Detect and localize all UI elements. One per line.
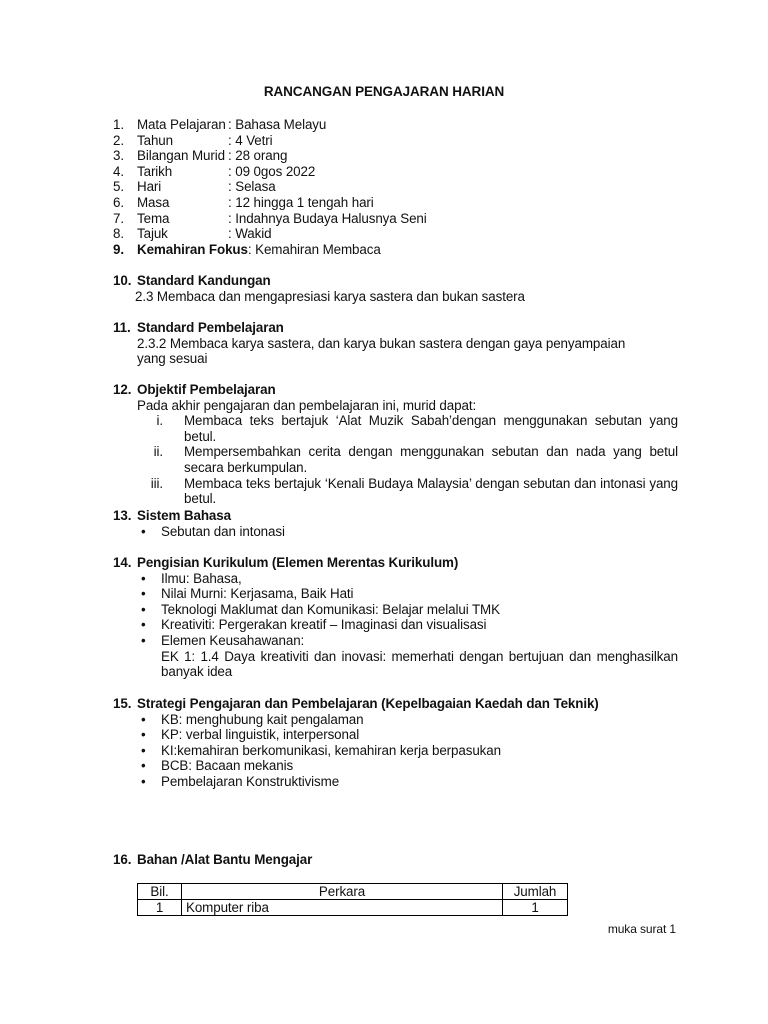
objektif-item	[113, 444, 678, 475]
section-title: Sistem Bahasa	[137, 508, 231, 523]
kemahiran-num: 9.	[113, 241, 124, 257]
list-item	[113, 524, 678, 540]
list-item	[113, 586, 678, 602]
list-item-text: Teknologi Maklumat dan Komunikasi: Belajar melalui TMK	[161, 601, 500, 617]
info-label: Tema	[137, 210, 170, 226]
info-label: Bilangan Murid	[137, 148, 225, 164]
list-item-text: KP: verbal linguistik, interpersonal	[161, 727, 360, 743]
section-number: 15.	[113, 696, 132, 711]
section-title: Pengisian Kurikulum (Elemen Merentas Kurikulum)	[137, 555, 459, 570]
bullet-icon: •	[141, 617, 146, 633]
section-title: Bahan /Alat Bantu Mengajar	[137, 852, 313, 867]
info-num: 5.	[113, 179, 124, 195]
section-heading	[113, 852, 678, 868]
section-number: 13.	[113, 508, 132, 523]
info-row	[113, 211, 427, 227]
bullet-icon: •	[141, 758, 146, 774]
list-item-text: BCB: Bacaan mekanis	[161, 758, 294, 774]
info-value: : Indahnya Budaya Halusnya Seni	[228, 210, 427, 226]
list-item-text: KB: menghubung kait pengalaman	[161, 711, 364, 727]
section-objektif	[113, 382, 678, 507]
kemahiran-label: Kemahiran Fokus	[137, 241, 248, 257]
info-num: 1.	[113, 117, 124, 132]
bullet-list	[113, 524, 678, 540]
section-standard-kandungan	[113, 273, 678, 304]
section-number: 10.	[113, 273, 132, 288]
header-bil: Bil.	[138, 884, 182, 900]
section-title: Objektif Pembelajaran	[137, 382, 276, 397]
info-value: : Wakid	[228, 226, 272, 242]
list-item	[113, 758, 678, 774]
section-number: 12.	[113, 382, 132, 397]
section-pengisian-kurikulum	[113, 555, 678, 680]
info-label: Mata Pelajaran	[137, 117, 226, 132]
list-item-text: Kreativiti: Pergerakan kreatif – Imaginasi dan visualisasi	[161, 617, 487, 633]
bullet-icon: •	[141, 742, 146, 758]
table-row	[138, 900, 568, 916]
objektif-item	[113, 476, 678, 507]
info-label: Hari	[137, 179, 162, 195]
section-number: 14.	[113, 555, 132, 570]
list-item	[113, 571, 678, 587]
info-num: 2.	[113, 132, 124, 148]
info-value: : 09 0gos 2022	[228, 163, 316, 179]
objektif-text: Membaca teks bertajuk ‘Alat Muzik Sabah’dengan menggunakan sebutan yang betul.	[184, 413, 678, 444]
info-label: Tahun	[137, 132, 173, 148]
list-item-text: Pembelajaran Konstruktivisme	[161, 773, 340, 789]
info-label: Tarikh	[137, 163, 173, 179]
section-title: Standard Pembelajaran	[137, 320, 284, 335]
list-item	[113, 774, 678, 790]
info-row	[113, 226, 271, 242]
bullet-icon: •	[141, 632, 146, 648]
info-value: : Selasa	[228, 179, 276, 195]
list-item	[113, 712, 678, 728]
bullet-icon: •	[141, 570, 146, 586]
info-label: Tajuk	[137, 226, 168, 242]
info-value: : 4 Vetri	[228, 132, 273, 148]
bullet-icon: •	[141, 586, 146, 602]
objektif-item	[113, 413, 678, 444]
section-strategi	[113, 696, 678, 790]
bullet-icon: •	[141, 773, 146, 789]
info-row	[113, 148, 287, 164]
section-heading	[113, 320, 678, 336]
objektif-text: Membaca teks bertajuk ‘Kenali Budaya Malaysia’ dengan sebutan dan intonasi yang betul.	[184, 475, 678, 507]
bullet-icon: •	[141, 601, 146, 617]
list-item	[113, 727, 678, 743]
list-item-text: Elemen Keusahawanan:	[161, 632, 305, 648]
kemahiran-row	[113, 242, 381, 258]
list-item-text: Sebutan dan intonasi	[161, 523, 285, 539]
list-item-text: Nilai Murni: Kerjasama, Baik Hati	[161, 586, 354, 602]
list-item	[113, 602, 678, 618]
page-number: muka surat 1	[607, 922, 676, 936]
info-num: 4.	[113, 163, 124, 179]
section-sistem-bahasa	[113, 508, 678, 539]
section-text: 2.3 Membaca dan mengapresiasi karya sastera dan bukan sastera	[135, 288, 525, 304]
info-row	[113, 195, 374, 211]
objektif-text: Mempersembahkan cerita dengan menggunakan sebutan dan nada yang betul secara berkumpulan.	[184, 444, 678, 475]
info-row	[113, 117, 326, 133]
header-jumlah: Jumlah	[503, 884, 568, 900]
ek-text: EK 1: 1.4 Daya kreativiti dan inovasi: memerhati dengan bertujuan dan menghasilkan banyak idea	[161, 648, 678, 680]
section-heading	[113, 273, 678, 289]
header-perkara: Perkara	[182, 884, 503, 900]
info-label: Masa	[137, 195, 170, 210]
section-title: Standard Kandungan	[137, 273, 271, 288]
info-value: : Bahasa Melayu	[228, 117, 327, 132]
cell-bil: 1	[138, 900, 182, 916]
section-bahan	[113, 852, 678, 868]
info-row	[113, 164, 315, 180]
roman-numeral: ii.	[153, 444, 163, 460]
info-value: : 28 orang	[228, 148, 288, 164]
section-title: Strategi Pengajaran dan Pembelajaran (Kepelbagaian Kaedah dan Teknik)	[137, 696, 599, 711]
section-heading	[113, 508, 678, 524]
table-header-row	[138, 884, 568, 900]
bahan-table	[137, 883, 568, 916]
list-item	[113, 743, 678, 759]
objektif-intro: Pada akhir pengajaran dan pembelajaran ini, murid dapat:	[137, 397, 477, 413]
list-item	[113, 633, 678, 649]
bullet-list	[113, 571, 678, 649]
list-item	[113, 617, 678, 633]
info-row	[113, 179, 276, 195]
bullet-icon: •	[141, 711, 146, 727]
section-heading	[113, 382, 678, 398]
section-heading	[113, 696, 678, 712]
bullet-list	[113, 712, 678, 790]
bullet-icon: •	[141, 727, 146, 743]
cell-jumlah: 1	[503, 900, 568, 916]
info-num: 7.	[113, 210, 124, 226]
bullet-icon: •	[141, 523, 146, 539]
info-row	[113, 133, 273, 149]
section-number: 16.	[113, 852, 132, 867]
info-value: : 12 hingga 1 tengah hari	[228, 195, 374, 210]
kemahiran-value: : Kemahiran Membaca	[247, 241, 381, 257]
section-number: 11.	[113, 320, 131, 335]
section-standard-pembelajaran	[113, 320, 678, 367]
info-num: 6.	[113, 195, 124, 210]
section-heading	[113, 555, 678, 571]
list-item-text: Ilmu: Bahasa,	[161, 570, 242, 586]
cell-perkara: Komputer riba	[182, 900, 503, 916]
roman-numeral: iii.	[150, 475, 163, 491]
info-num: 3.	[113, 148, 124, 164]
page-title: RANCANGAN PENGAJARAN HARIAN	[263, 84, 505, 99]
section-text: 2.3.2 Membaca karya sastera, dan karya bukan sastera dengan gaya penyampaian yang sesuai	[137, 335, 626, 367]
info-num: 8.	[113, 226, 124, 242]
list-item-text: KI:kemahiran berkomunikasi, kemahiran kerja berpasukan	[161, 742, 501, 758]
roman-numeral: i.	[156, 413, 163, 429]
